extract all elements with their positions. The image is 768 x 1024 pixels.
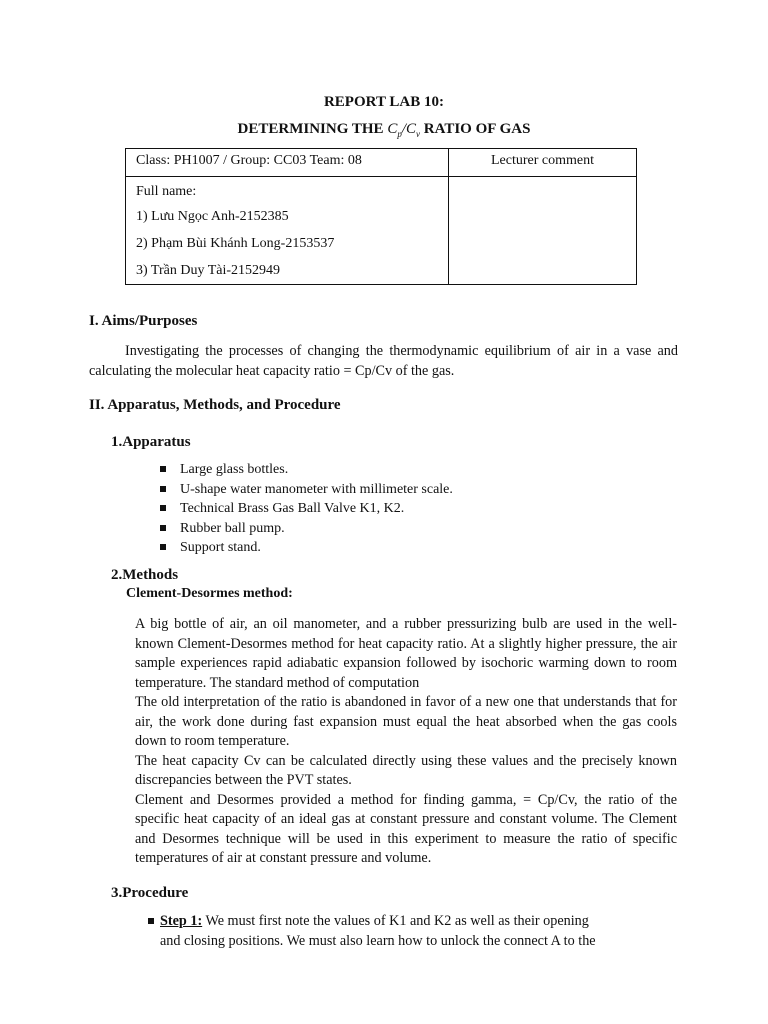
aims-paragraph: Investigating the processes of changing the thermodynamic equilibrium of air in a vase and calculating the molecular heat capacity ratio = Cp/Cv of the gas.: [89, 343, 678, 379]
apparatus-heading: 1.Apparatus: [111, 434, 191, 450]
list-item: U-shape water manometer with millimeter scale.: [158, 480, 453, 500]
bullet-square-icon: [160, 486, 166, 492]
report-subtitle: [0, 121, 768, 139]
member-name: 2) Phạm Bùi Khánh Long-2153537: [136, 236, 335, 251]
class-group-cell: Class: PH1007 / Group: CC03 Team: 08: [126, 149, 449, 177]
group-info-table: [125, 148, 637, 285]
method-paragraph: A big bottle of air, an oil manometer, and a rubber pressurizing bulb are used in the well-known Clement-Desormes method for heat capacity ratio. At a slightly higher pressure, the air sample experiences rapid adiabatic expansion followed by isochoric warming down to room temperature. The standard method of computation: [135, 616, 677, 691]
member-name: 1) Lưu Ngọc Anh-2152385: [136, 209, 289, 224]
report-title: REPORT LAB 10:: [323, 94, 445, 110]
step-1-text: We must first note the values of K1 and K2 as well as their opening: [202, 913, 589, 929]
list-item: Technical Brass Gas Ball Valve K1, K2.: [158, 499, 453, 519]
bullet-square-icon: [148, 918, 154, 924]
bullet-square-icon: [160, 544, 166, 550]
bullet-square-icon: [160, 466, 166, 472]
list-item: Rubber ball pump.: [158, 519, 453, 539]
member-name: 3) Trần Duy Tài-2152949: [136, 263, 281, 278]
method-paragraph: The heat capacity Cv can be calculated directly using these values and the precisely known discrepancies between the PVT states.: [135, 752, 677, 788]
bullet-square-icon: [160, 505, 166, 511]
procedure-step-1: [148, 911, 678, 951]
methods-heading: 2.Methods: [111, 567, 179, 583]
method-name-heading: Clement-Desormes method:: [126, 586, 293, 601]
step-1-continuation: and closing positions. We must also learn how to unlock the connect A to the: [160, 933, 596, 949]
lecturer-comment-cell: [449, 177, 637, 285]
method-description: [135, 615, 677, 869]
list-item: Support stand.: [158, 538, 453, 558]
method-paragraph: The old interpretation of the ratio is abandoned in favor of a new one that understands that for air, the work done during fast expansion must equal the heat absorbed when the gas cools down to room temperature.: [135, 694, 677, 749]
full-name-label: Full name:: [136, 184, 197, 199]
member-names-cell: [126, 177, 449, 285]
procedure-heading: 3.Procedure: [111, 885, 189, 901]
method-paragraph: Clement and Desormes provided a method for finding gamma, = Cp/Cv, the ratio of the specific heat capacity of an ideal gas at constant pressure and constant volume. The Clement and Desormes technique will be used in this experiment to measure the ratio of specific temperatures of air at constant pressure and volume.: [135, 791, 677, 866]
apparatus-list: [158, 460, 453, 558]
step-1-label: Step 1:: [160, 913, 203, 929]
lecturer-comment-header: Lecturer comment: [449, 149, 637, 177]
subtitle-prefix: DETERMINING THE: [237, 121, 388, 137]
apparatus-methods-heading: II. Apparatus, Methods, and Procedure: [89, 397, 341, 413]
aims-heading: I. Aims/Purposes: [89, 313, 198, 329]
cp-symbol: $C_p/C_v$: [387, 121, 421, 139]
bullet-square-icon: [160, 525, 166, 531]
subtitle-suffix: RATIO OF GAS: [420, 121, 531, 137]
list-item: Large glass bottles.: [158, 460, 453, 480]
